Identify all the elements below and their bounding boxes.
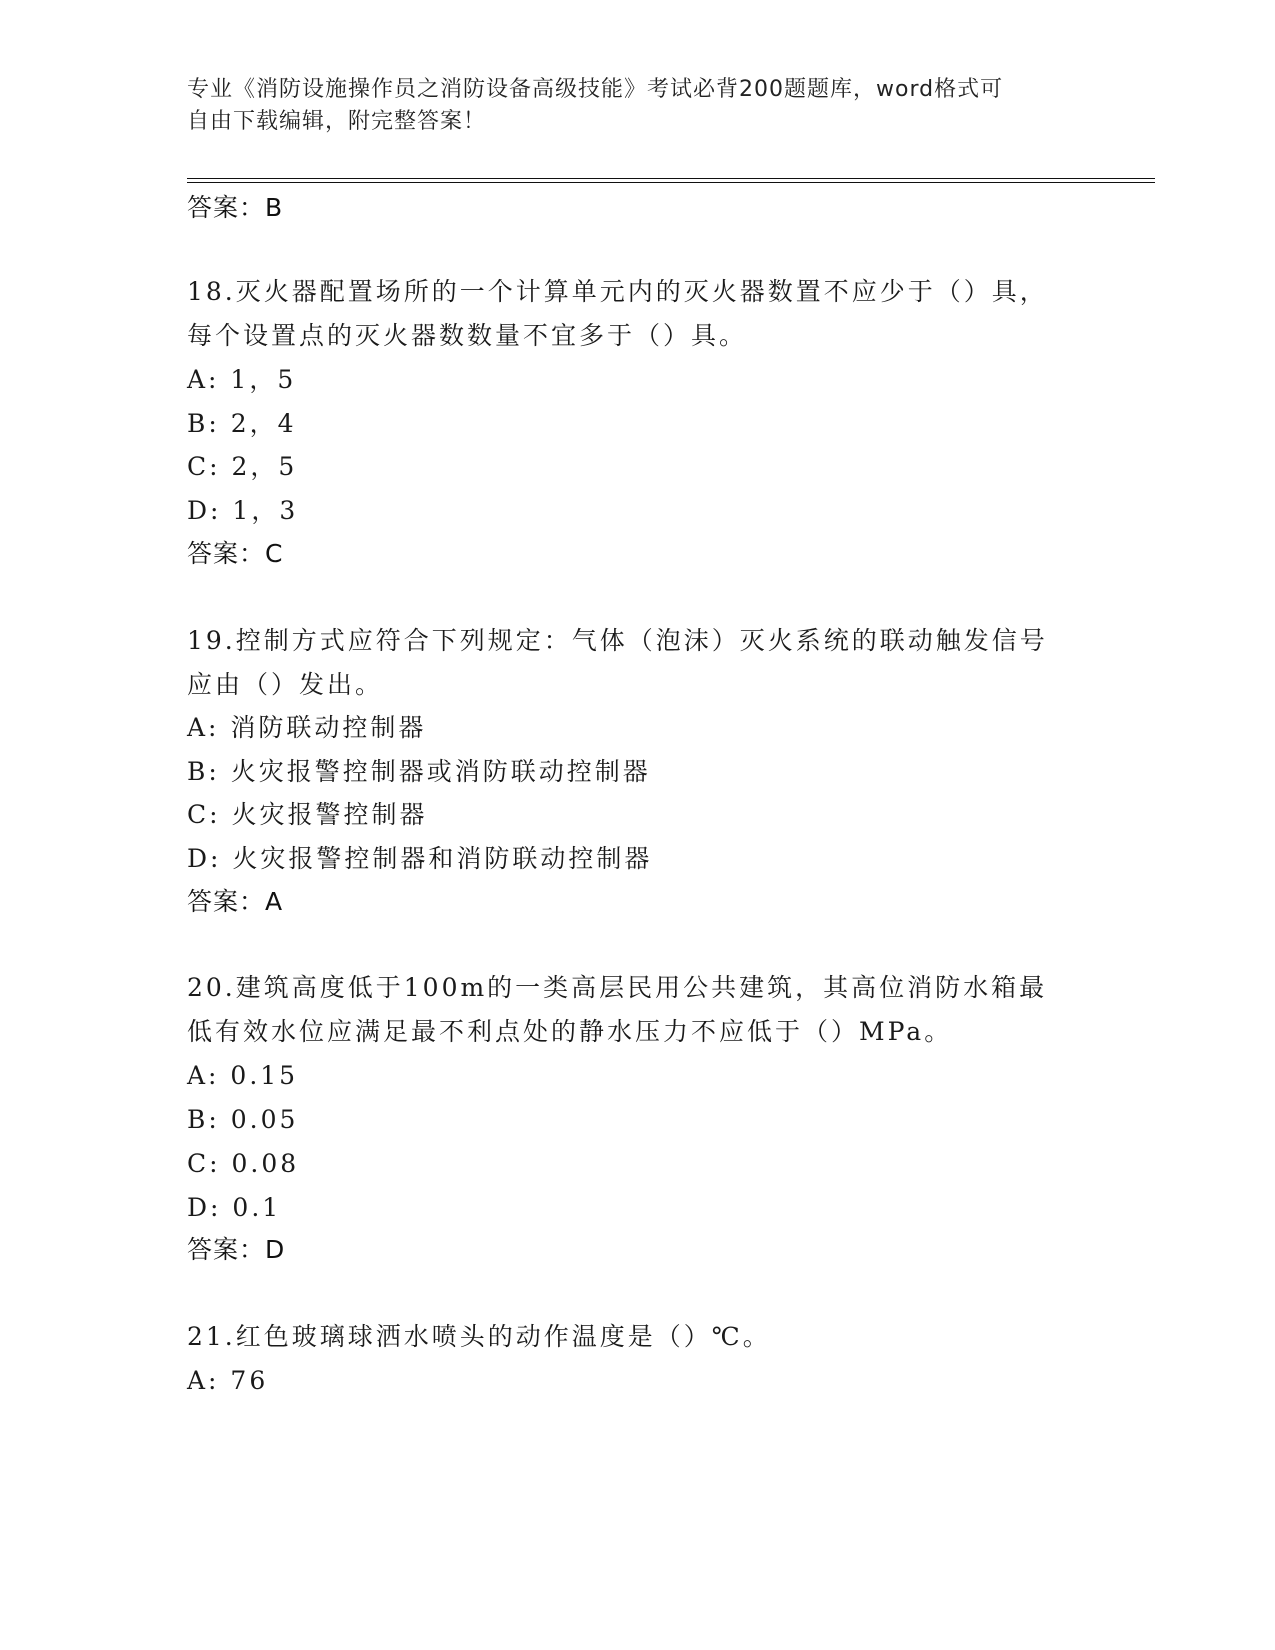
- q19-answer: 答案：A: [187, 887, 284, 916]
- q18-option-d: D: 1，3: [187, 496, 299, 525]
- header-divider-top: [187, 178, 1155, 179]
- q19-option-d: D: 火灾报警控制器和消防联动控制器: [187, 844, 653, 873]
- q18-answer: 答案：C: [187, 539, 284, 568]
- header-divider-bottom: [187, 182, 1155, 183]
- q20-text-line-1: 20.建筑高度低于100m的一类高层民用公共建筑，其高位消防水箱最: [187, 973, 1048, 1002]
- q18-option-b: B: 2，4: [187, 409, 297, 438]
- q20-option-b: B: 0.05: [187, 1105, 299, 1134]
- q18-text-line-2: 每个设置点的灭火器数数量不宜多于（）具。: [187, 321, 748, 350]
- q19-option-b: B: 火灾报警控制器或消防联动控制器: [187, 757, 651, 786]
- q19-option-c: C: 火灾报警控制器: [187, 800, 428, 829]
- q20-text-line-2: 低有效水位应满足最不利点处的静水压力不应低于（）MPa。: [187, 1017, 953, 1046]
- q18-option-a: A: 1，5: [187, 365, 297, 394]
- q19-text-line-2: 应由（）发出。: [187, 670, 384, 699]
- q18-option-c: C: 2，5: [187, 452, 298, 481]
- q20-option-a: A: 0.15: [187, 1061, 299, 1090]
- q21-text-line-1: 21.红色玻璃球洒水喷头的动作温度是（）℃。: [187, 1322, 771, 1351]
- q20-answer: 答案：D: [187, 1235, 286, 1264]
- q19-text-line-1: 19.控制方式应符合下列规定：气体（泡沫）灭火系统的联动触发信号: [187, 626, 1048, 655]
- header-line-2: 自由下载编辑，附完整答案！: [187, 109, 487, 134]
- answer-prev: 答案：B: [187, 193, 284, 222]
- q20-option-d: D: 0.1: [187, 1193, 282, 1222]
- q20-option-c: C: 0.08: [187, 1149, 300, 1178]
- q18-text-line-1: 18.灭火器配置场所的一个计算单元内的灭火器数置不应少于（）具，: [187, 277, 1048, 306]
- q19-option-a: A: 消防联动控制器: [187, 713, 427, 742]
- q21-option-a: A: 76: [187, 1366, 269, 1395]
- document-header: [187, 74, 1067, 138]
- header-line-1: 专业《消防设施操作员之消防设备高级技能》考试必背200题题库，word格式可: [187, 77, 1004, 102]
